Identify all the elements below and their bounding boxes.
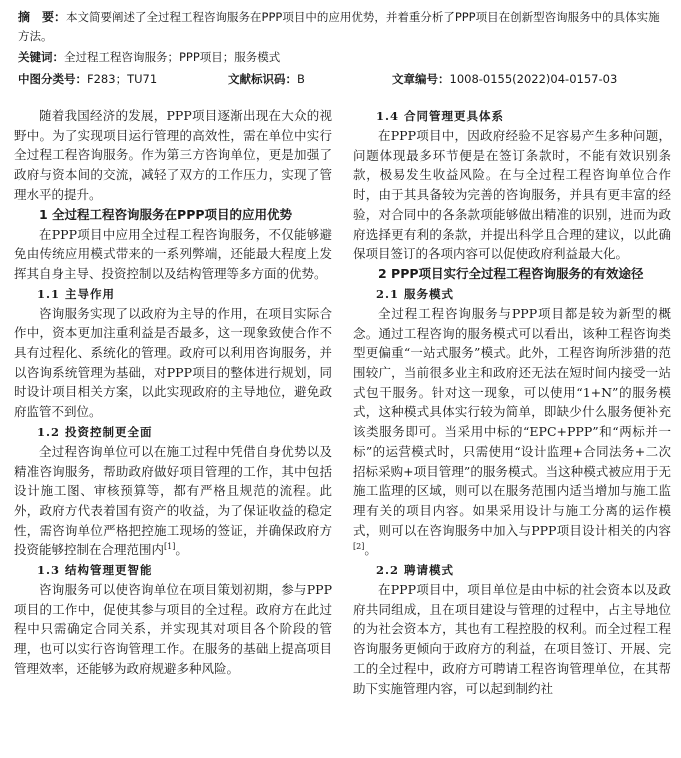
subsection-1-2-text: 全过程咨询单位可以在施工过程中凭借自身优势以及精准咨询服务，帮助政府做好项目管理的工作，其中包括设计施工图、审核预算等，都有严格且规范的流程。此外，政府方代表着国有资产的收益，为了保证收益的稳定性，需咨询单位严格把控施工现场的签证，并确保政府方投资能够控制在合理范围内 — [14, 443, 332, 558]
article-value: 1008-0155(2022)04-0157-03 — [449, 72, 618, 86]
subsection-2-1-text: 全过程工程咨询服务与PPP项目都是较为新型的概念。通过工程咨询的服务模式可以看出，该种工程咨询类型更偏重“一站式服务”模式。此外，工程咨询所涉猎的范围较广，当前很多业主和政府还无法在短时间内接受一站式包干服务。针对这一现象，可以使用“1+N”的服务模式，这种模式具体实行较为简单，即缺少什么服务便补充该类服务即可。当采用中标的“EPC+PPP”和“两标并一标”的运营模式时，只需使用“设计监理+合同法务+二次招标采购+项目管理”的服务模式。当这种模式被应用于无施工监理的区域，则可以在服务范围内适当增加与施工监理有关的项目内容。如果采用设计与施工分离的运作模式，则可以在咨询服务中加入与PPP项目设计相关的内容 — [353, 305, 671, 538]
subsection-1-3-heading: 1.3 结构管理更智能 — [37, 563, 153, 578]
document-code — [228, 70, 305, 89]
citation-1: [1] — [164, 542, 176, 552]
subsection-1-2-paragraph — [14, 442, 332, 560]
section-1-paragraph: 在PPP项目中应用全过程工程咨询服务，不仅能够避免由传统应用模式带来的一系列弊端，还能最大程度上发挥其自身主导、投资控制以及结构管理等多方面的优势。 — [14, 226, 332, 281]
doccode-label: 文献标识码： — [228, 72, 297, 86]
abstract — [18, 8, 666, 46]
keywords-text: 全过程工程咨询服务；PPP项目；服务模式 — [64, 50, 281, 64]
clc-value: F283；TU71 — [87, 72, 158, 86]
subsection-2-1-heading: 2.1 服务模式 — [376, 286, 455, 301]
subsection-1-2-tail: 。 — [175, 542, 188, 558]
intro-paragraph: 随着我国经济的发展，PPP项目逐渐出现在大众的视野中。为了实现项目运行管理的高效性，需在单位中实行全过程工程咨询服务。作为第三方咨询单位，更是加强了政府与资本间的交流，减轻了双方的工作压力，实现了管理水平的提升。 — [14, 108, 332, 202]
keywords-label: 关键词： — [18, 50, 64, 64]
subsection-1-1-heading: 1.1 主导作用 — [37, 286, 116, 301]
subsection-2-2-paragraph: 在PPP项目中，项目单位是由中标的社会资本以及政府共同组成，且在项目建设与管理的过程中，占主导地位的为社会资本方，其也有工程控股的权利。而全过程工程咨询服务更倾向于政府方的利益，在项目签订、开展、完工的全过程中，政府方可聘请工程咨询管理单位，在其帮助下实施管理内容，可以起到制约社 — [353, 582, 671, 696]
section-1-heading: 1 全过程工程咨询服务在PPP项目的应用优势 — [39, 206, 293, 222]
article-label: 文章编号： — [392, 72, 450, 86]
subsection-1-2-heading: 1.2 投资控制更全面 — [37, 424, 153, 439]
subsection-1-4-heading: 1.4 合同管理更具体系 — [376, 109, 505, 123]
abstract-label: 摘 要： — [18, 10, 67, 24]
right-column — [353, 106, 671, 698]
article-number — [392, 70, 617, 89]
left-column — [14, 106, 332, 679]
doccode-value: B — [297, 72, 305, 86]
clc-number — [18, 70, 157, 89]
abstract-text: 本文简要阐述了全过程工程咨询服务在PPP项目中的应用优势，并着重分析了PPP项目在创新型咨询服务中的具体实施方法。 — [18, 10, 660, 43]
section-2-heading: 2 PPP项目实行全过程工程咨询服务的有效途径 — [378, 265, 644, 281]
subsection-2-1-paragraph — [353, 304, 671, 560]
subsection-1-3-paragraph: 咨询服务可以使咨询单位在项目策划初期，参与PPP项目的工作中，促使其参与项目的全过程。政府方在此过程中只需确定合同关系，并实现其对项目各个阶段的管理，也可以实行咨询管理工作。在服务的基础上提高项目管理效率，还能够为政府规避多种风险。 — [14, 582, 332, 676]
clc-label: 中图分类号： — [18, 72, 87, 86]
subsection-1-4-paragraph: 在PPP项目中，因政府经验不足容易产生多种问题，问题体现最多环节便是在签订条款时，不能有效识别条款，极易发生收益风险。在与全过程工程咨询单位合作时，由于其具备较为完善的咨询服务，并具有更丰富的经验，对合同中的各条款项能够做出精准的识别，进而为政府选择更有利的条款，并提出科学且合理的建议，以此确保项目签订的各项内容可以促使政府利益最大化。 — [353, 128, 671, 262]
subsection-1-1-paragraph: 咨询服务实现了以政府为主导的作用，在项目实际合作中，资本更加注重利益是否最多，这一现象致使合作不具有过程化、系统化的管理。政府可以利用咨询服务，并以咨询系统管理为基础，对PPP项目的整体进行规划，同时设计项目相关方案，以此实现政府的主导地位，避免政府监管不到位。 — [14, 305, 332, 420]
citation-2: [2] — [353, 542, 365, 552]
keywords — [18, 48, 666, 67]
subsection-2-2-heading: 2.2 聘请模式 — [376, 563, 455, 578]
subsection-2-1-tail: 。 — [364, 542, 377, 558]
